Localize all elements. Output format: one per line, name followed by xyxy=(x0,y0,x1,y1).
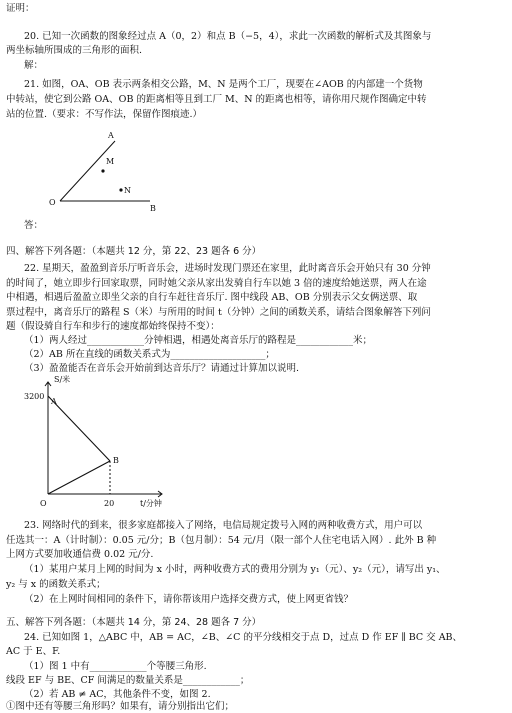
q22-part3: （3）盈盈能否在音乐会开始前到达音乐厅？请通过计算加以说明. xyxy=(24,363,300,374)
q24-line2: AC 于 E、F. xyxy=(6,646,61,657)
road-oa xyxy=(60,141,115,201)
q23-line2: 任选其一：A（计时制）：0.05 元/分；B（包月制）：54 元/月（限一部个人住宅电话入网）. 此外 B 种 xyxy=(6,535,437,546)
section-5-heading: 五、解答下列各题：（本题共 14 分，第 24、28 题各 7 分） xyxy=(6,617,262,628)
q23-line1: 23. 网络时代的到来，很多家庭都接入了网络，电信局规定拨号入网的两种收费方式，用户可以 xyxy=(24,520,423,531)
q20-line2: 两坐标轴所围成的三角形的面积. xyxy=(6,45,143,56)
segment-ob xyxy=(48,461,110,494)
label-n: N xyxy=(124,186,131,195)
q24-part2: （2）若 AB ≠ AC，其他条件不变，如图 2. xyxy=(24,689,211,700)
proof-label: 证明： xyxy=(6,3,35,14)
x-axis-label: t/分钟 xyxy=(140,499,162,508)
q23-line3: 上网方式要加收通信费 0.02 元/分. xyxy=(6,549,154,560)
q21-line1: 21. 如图，OA、OB 表示两条相交公路，M、N 是两个工厂，现要在∠AOB 的内部建一个货物 xyxy=(24,79,423,90)
segment-ab xyxy=(48,396,110,461)
answer-label-21: 答： xyxy=(24,220,44,231)
label-m: M xyxy=(106,157,115,166)
q24-part2a: ①图中还有等腰三角形吗？如果有，请分别指出它们； xyxy=(6,701,235,712)
q23-part1: （1）某用户某月上网的时间为 x 小时，两种收费方式的费用分别为 y₁（元）、y₂（元），请写出 y₁、 xyxy=(24,564,446,575)
label-a22: A xyxy=(51,397,57,406)
q23-part1b: y₂ 与 x 的函数关系式； xyxy=(6,579,106,590)
q24-part1: （1）图 1 中有____________个等腰三角形. xyxy=(24,661,207,672)
x-tick-20: 20 xyxy=(104,499,115,508)
figure-22-graph xyxy=(22,374,172,514)
label-b22: B xyxy=(113,456,119,465)
point-n xyxy=(119,188,122,191)
section-4-heading: 四、解答下列各题：（本题共 12 分，第 22、23 题各 6 分） xyxy=(6,246,262,257)
q22-line5: 题（假设骑自行车和步行的速度都始终保持不变）： xyxy=(6,321,220,332)
point-m xyxy=(101,169,104,172)
y-value-label: 3200 xyxy=(24,392,45,401)
label-b: B xyxy=(150,204,156,213)
q22-line3: 中相遇，相遇后盈盈立即坐父亲的自行车赶往音乐厅. 图中线段 AB、OB 分别表示父女俩送票、取 xyxy=(6,292,418,303)
label-o: O xyxy=(49,198,56,207)
q24-line1: 24. 已知如图 1，△ABC 中，AB = AC，∠B、∠C 的平分线相交于点 D，过点 D 作 EF ∥ BC 交 AB、 xyxy=(24,632,463,643)
q20-line1: 20. 已知一次函数的图象经过点 A（0，2）和点 B（−5，4），求此一次函数的解析式及其图象与 xyxy=(24,31,432,42)
q21-line2: 中转站，使它到公路 OA、OB 的距离相等且到工厂 M、N 的距离也相等，请你用尺规作图确定中转 xyxy=(6,94,427,105)
q22-line2: 的时间了，她立即步行回家取票，同时她父亲从家出发骑自行车以她 3 倍的速度给她送票，两人在途 xyxy=(6,278,427,289)
answer-label: 解： xyxy=(24,60,44,71)
q22-part1: （1）两人经过____________分钟相遇，相遇处离音乐厅的路程是____________米； xyxy=(24,335,373,346)
q22-line1: 22. 星期天，盈盈到音乐厅听音乐会，进场时发现门票还在家里，此时离音乐会开始只有 30 分钟 xyxy=(24,263,431,274)
q22-part2: （2）AB 所在直线的函数关系式为____________________； xyxy=(24,349,275,360)
q22-line4: 票过程中，离音乐厅的路程 S（米）与所用的时间 t（分钟）之间的函数关系，请结合图象解答下列问 xyxy=(6,307,431,318)
q21-line3: 站的位置.（要求：不写作法，保留作图痕迹.） xyxy=(6,109,203,120)
y-axis-label: S/米 xyxy=(54,375,71,384)
label-a: A xyxy=(108,131,114,140)
q24-part1b: 线段 EF 与 BE、CF 间满足的数量关系是____________； xyxy=(6,675,250,686)
q23-part2: （2）在上网时间相同的条件下，请你帮该用户选择交费方式，使上网更省钱？ xyxy=(24,594,354,605)
figure-21 xyxy=(40,125,170,215)
label-o22: O xyxy=(40,499,47,508)
